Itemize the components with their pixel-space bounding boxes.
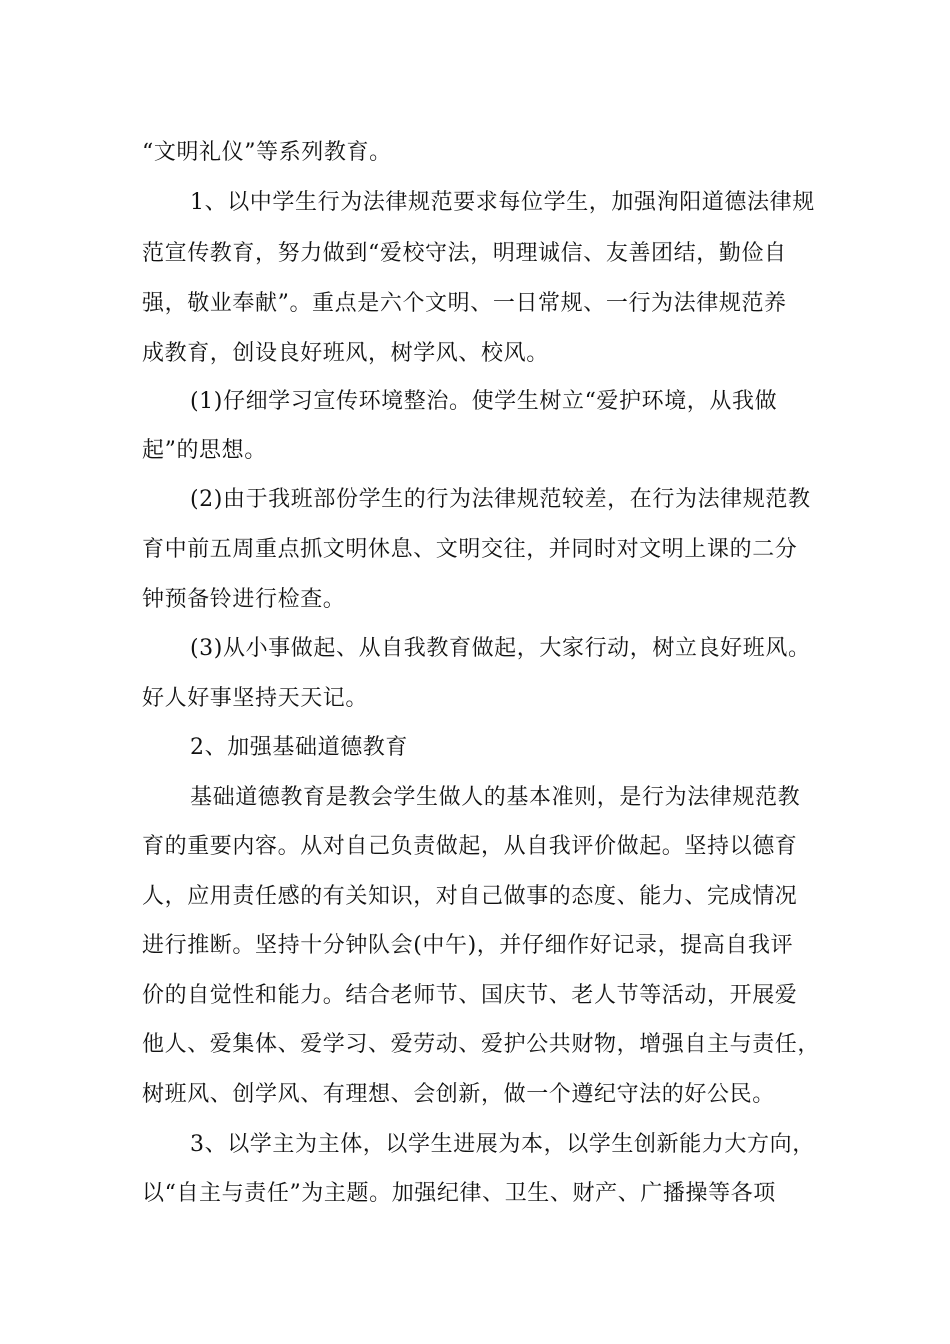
text-line: 价的自觉性和能力。结合老师节、国庆节、老人节等活动，开展爱	[142, 983, 798, 1008]
text-line: 基础道德教育是教会学生做人的基本准则，是行为法律规范教	[190, 785, 801, 810]
text-line: (3)从小事做起、从自我教育做起，大家行动，树立良好班风。	[190, 636, 811, 661]
text-line: 进行推断。坚持十分钟队会(中午)，并仔细作好记录，提高自我评	[142, 933, 794, 958]
text-line: 树班风、创学风、有理想、会创新，做一个遵纪守法的好公民。	[142, 1082, 775, 1107]
text-line: 以“自主与责任”为主题。加强纪律、卫生、财产、广播操等各项	[142, 1181, 776, 1206]
text-line: (2)由于我班部份学生的行为法律规范较差，在行为法律规范教	[190, 487, 811, 512]
text-line: “文明礼仪”等系列教育。	[142, 140, 392, 165]
text-line: 钟预备铃进行检查。	[142, 587, 346, 612]
text-line: 好人好事坚持天天记。	[142, 686, 369, 711]
text-line: 范宣传教育，努力做到“爱校守法，明理诚信、友善团结，勤俭自	[142, 241, 787, 266]
text-line: 起”的思想。	[142, 438, 267, 463]
text-line: 育中前五周重点抓文明休息、文明交往，并同时对文明上课的二分	[142, 537, 798, 562]
text-line: (1)仔细学习宣传环境整治。使学生树立“爱护环境，从我做	[190, 389, 778, 414]
text-line: 育的重要内容。从对自己负责做起，从自我评价做起。坚持以德育	[142, 834, 798, 859]
text-line: 3、以学主为主体，以学生进展为本，以学生创新能力大方向，	[190, 1132, 815, 1157]
text-line: 2、加强基础道德教育	[190, 735, 408, 760]
text-line: 1、以中学生行为法律规范要求每位学生，加强洵阳道德法律规	[190, 190, 815, 215]
text-line: 强，敬业奉献”。重点是六个文明、一日常规、一行为法律规范养	[142, 291, 787, 316]
text-line: 人，应用责任感的有关知识，对自己做事的态度、能力、完成情况	[142, 884, 798, 909]
text-line: 成教育，创设良好班风，树学风、校风。	[142, 341, 549, 366]
text-line: 他人、爱集体、爱学习、爱劳动、爱护公共财物，增强自主与责任，	[142, 1032, 821, 1057]
